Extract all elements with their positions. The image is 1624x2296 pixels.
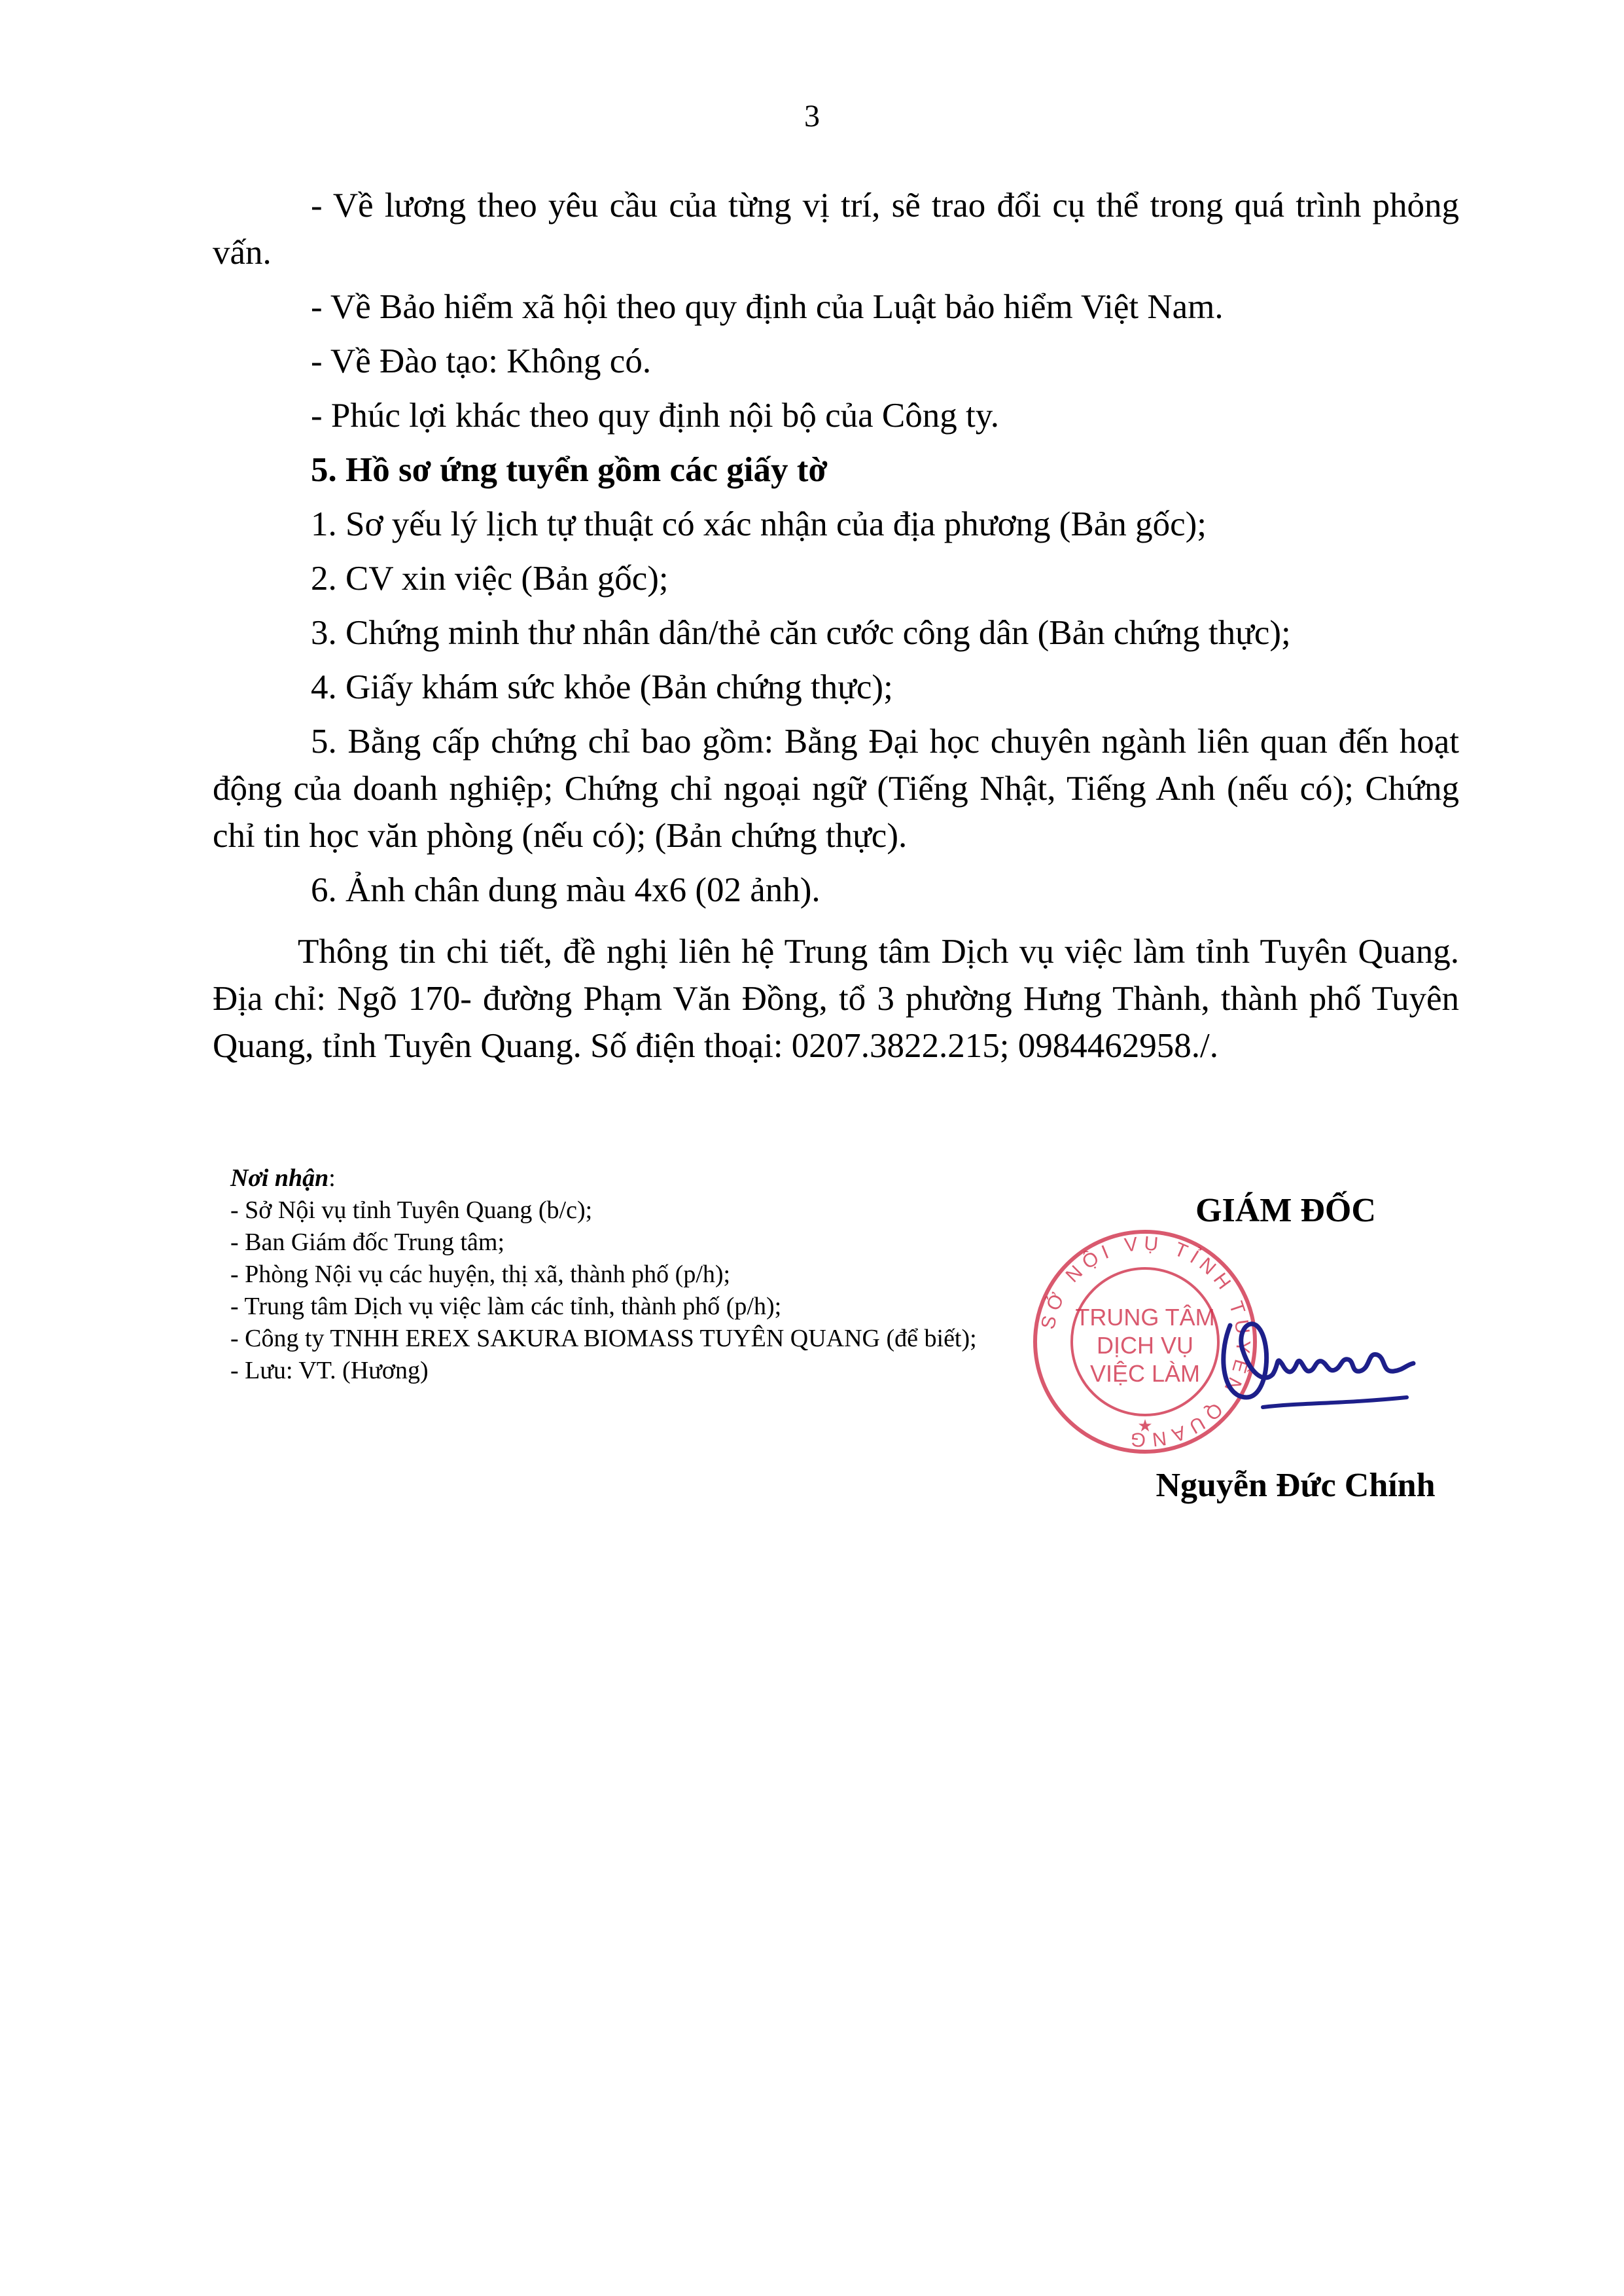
body-text xyxy=(213,182,1459,1077)
recipients-title: Nơi nhận xyxy=(230,1164,329,1192)
contact-paragraph: Thông tin chi tiết, đề nghị liên hệ Trung tâm Dịch vụ việc làm tỉnh Tuyên Quang. Địa chỉ: Ngõ 170- đường Phạm Văn Đồng, tổ 3 phường Hưng Thành, thành phố Tuyên Quang, tỉnh Tuyên Quang. Số điện thoại: 0207.3822.215; 0984462958./. xyxy=(213,933,1459,1065)
recipient-item: - Phòng Nội vụ các huyện, thị xã, thành phố (p/h); xyxy=(230,1261,731,1288)
recipient-item: - Sở Nội vụ tỉnh Tuyên Quang (b/c); xyxy=(230,1196,593,1224)
recipient-item: - Công ty TNHH EREX SAKURA BIOMASS TUYÊN QUANG (để biết); xyxy=(230,1325,977,1352)
stamp-line-3: VIỆC LÀM xyxy=(1089,1360,1201,1387)
signer-name: Nguyễn Đức Chính xyxy=(1156,1467,1436,1504)
document-item: 3. Chứng minh thư nhân dân/thẻ căn cước công dân (Bản chứng thực); xyxy=(311,614,1291,652)
handwritten-signature xyxy=(1210,1299,1420,1430)
recipients-heading xyxy=(230,1162,977,1194)
section-heading: 5. Hồ sơ ứng tuyển gồm các giấy tờ xyxy=(311,451,828,489)
recipient-item: - Lưu: VT. (Hương) xyxy=(230,1357,429,1384)
signer-title: GIÁM ĐỐC xyxy=(1195,1192,1376,1229)
page-number: 3 xyxy=(804,99,820,134)
stamp-line-1: TRUNG TÂM xyxy=(1075,1304,1215,1331)
document-item: 6. Ảnh chân dung màu 4x6 (02 ảnh). xyxy=(311,871,821,909)
document-item: 2. CV xin việc (Bản gốc); xyxy=(311,560,669,598)
stamp-outer-text: SỞ NỘI VỤ TỈNH TUYÊN QUANG xyxy=(1037,1232,1254,1451)
document-item: 5. Bằng cấp chứng chỉ bao gồm: Bằng Đại học chuyên ngành liên quan đến hoạt động của doanh nghiệp; Chứng chỉ ngoại ngữ (Tiếng Nhật, Tiếng Anh (nếu có); Chứng chỉ tin học văn phòng (nếu có); (Bản chứng thực). xyxy=(213,723,1459,855)
training-paragraph: - Về Đào tạo: Không có. xyxy=(311,342,652,380)
recipient-item: - Ban Giám đốc Trung tâm; xyxy=(230,1229,505,1256)
salary-paragraph: - Về lương theo yêu cầu của từng vị trí, sẽ trao đổi cụ thể trong quá trình phỏng vấn. xyxy=(213,187,1459,272)
stamp-line-2: DỊCH VỤ xyxy=(1096,1332,1194,1359)
recipient-item: - Trung tâm Dịch vụ việc làm các tỉnh, thành phố (p/h); xyxy=(230,1293,782,1320)
insurance-paragraph: - Về Bảo hiểm xã hội theo quy định của Luật bảo hiểm Việt Nam. xyxy=(311,288,1224,326)
recipients-colon: : xyxy=(328,1164,336,1192)
document-item: 4. Giấy khám sức khỏe (Bản chứng thực); xyxy=(311,668,893,706)
stamp-star: ★ xyxy=(1137,1416,1153,1436)
document-item: 1. Sơ yếu lý lịch tự thuật có xác nhận của địa phương (Bản gốc); xyxy=(311,505,1207,543)
recipients-block xyxy=(230,1162,977,1387)
benefits-paragraph: - Phúc lợi khác theo quy định nội bộ của Công ty. xyxy=(311,397,1000,435)
